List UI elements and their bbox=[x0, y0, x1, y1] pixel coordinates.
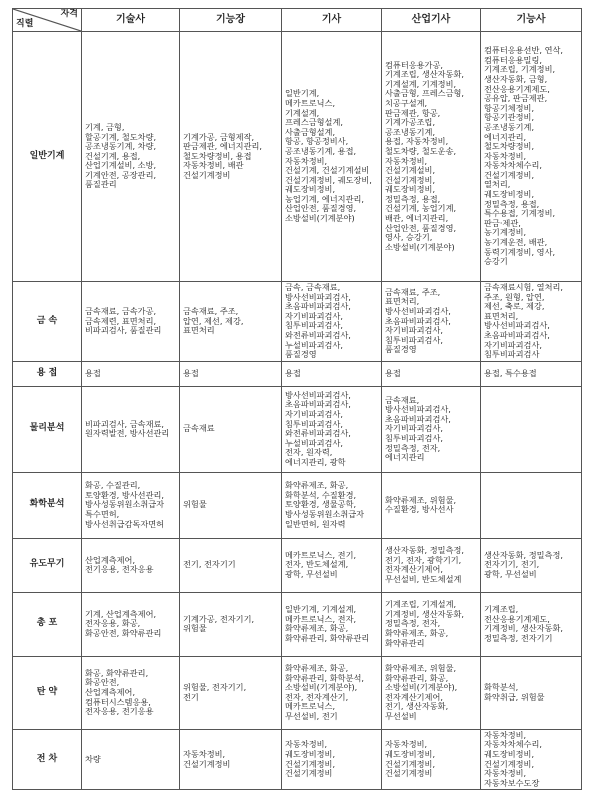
cell-line: 사출금형설계, bbox=[285, 126, 336, 137]
cell-line: 공조냉동기계, bbox=[385, 126, 436, 137]
cell-line: 화약류관리 bbox=[385, 637, 425, 648]
cell-line: 와전류비파괴검사, bbox=[285, 329, 351, 340]
cell-line: 열처리, bbox=[484, 179, 511, 190]
cell-line: 방사성동위원소취급자 bbox=[85, 499, 165, 510]
cell-line: 전기, 생산자동화, bbox=[385, 701, 449, 712]
table-row bbox=[13, 282, 582, 362]
cell-line: 침투비파괴검사, bbox=[285, 418, 343, 429]
cell-line: 기계조립, 기계설계, bbox=[385, 599, 457, 610]
cell-line: 사출금형, 프레스금형, bbox=[385, 88, 464, 99]
cell-line: 건설기계, 농업기계, bbox=[385, 203, 457, 214]
cell-line: 철도차량정비, bbox=[484, 141, 535, 152]
cell-line: 자동차차체수리, bbox=[484, 160, 542, 171]
table-row bbox=[13, 538, 582, 592]
table-cell bbox=[282, 729, 382, 790]
cell-line: 건설기계, 건설기계설비 bbox=[285, 165, 370, 176]
cell-line: 에너지관리, bbox=[484, 131, 527, 142]
cell-line: 초음파비파괴검사, bbox=[484, 329, 550, 340]
cell-line: 자동차정비, bbox=[285, 155, 328, 166]
cell-line: 생산자동화, 정밀측정, bbox=[484, 549, 563, 560]
cell-line: 수질환경, 방사선사 bbox=[385, 504, 454, 515]
cell-line: 건설기계설비, bbox=[385, 165, 436, 176]
table-cell bbox=[180, 282, 282, 362]
table-cell bbox=[180, 386, 282, 472]
column-header: 기능장 bbox=[180, 9, 282, 32]
cell-line: 품질경영 bbox=[285, 349, 317, 360]
cell-line: 방사선비파괴검사, bbox=[484, 320, 550, 331]
cell-line: 건설기계정비, bbox=[484, 169, 535, 180]
cell-line: 압연, 제선, 제강, bbox=[183, 315, 244, 326]
cell-line: 금속재료, 주조, bbox=[385, 286, 441, 297]
table-row bbox=[13, 472, 582, 538]
cell-line: 항공, 항공정비사, bbox=[285, 136, 349, 147]
table-cell bbox=[82, 656, 180, 729]
cell-line: 공조냉동기계, 차량, bbox=[85, 141, 157, 152]
cell-line: 기계조립, bbox=[484, 604, 519, 615]
cell-line: 자기비파괴검사, bbox=[285, 310, 343, 321]
cell-line: 일반기계, bbox=[285, 88, 320, 99]
cell-line: 소방설비(기계분야) bbox=[285, 213, 355, 224]
cell-line: 자동차정비, bbox=[385, 739, 428, 750]
cell-line: 기계정비, 생산자동화, bbox=[484, 623, 563, 634]
cell-line: 와전류비파괴검사, bbox=[285, 428, 351, 439]
table-cell bbox=[180, 729, 282, 790]
cell-line: 침투비파괴검사, bbox=[285, 320, 343, 331]
cell-line: 화학분석, 수질환경, bbox=[285, 489, 357, 500]
cell-line: 치공구설계, bbox=[385, 97, 428, 108]
cell-line: 자기비파괴검사, bbox=[484, 339, 542, 350]
cell-line: 화약류제조, 화공, bbox=[285, 662, 349, 673]
cell-line: 화공안전, bbox=[85, 677, 120, 688]
table-row bbox=[13, 386, 582, 472]
cell-line: 건설기계정비 bbox=[183, 758, 231, 769]
table-cell bbox=[481, 32, 582, 282]
cell-line: 건설기계정비 bbox=[285, 768, 333, 779]
table-cell bbox=[82, 282, 180, 362]
cell-line: 품질경영 bbox=[385, 344, 417, 355]
cell-line: 자기비파괴검사, bbox=[385, 423, 443, 434]
cell-line: 방사선비파괴검사, bbox=[385, 305, 451, 316]
cell-line: 표면처리 bbox=[183, 325, 215, 336]
cell-line: 소방설비(기계분야), bbox=[385, 682, 458, 693]
cell-line: 금속재료, bbox=[385, 394, 420, 405]
cell-line: 화공, 화약류관리, bbox=[85, 667, 149, 678]
table-cell bbox=[282, 592, 382, 656]
header-row bbox=[13, 9, 582, 32]
cell-line: 품질관리 bbox=[85, 179, 117, 190]
cell-line: 초음파비파괴검사, bbox=[385, 315, 451, 326]
cell-line: 자기비파괴검사, bbox=[385, 325, 443, 336]
table-cell bbox=[282, 538, 382, 592]
table-cell bbox=[82, 538, 180, 592]
cell-line: 자동차보수도장 bbox=[484, 777, 540, 788]
cell-line: 생산자동화, 금형, bbox=[484, 73, 548, 84]
cell-line: 토양환경, 생물공학, bbox=[285, 499, 357, 510]
cell-line: 정밀측정, 전자, bbox=[385, 442, 441, 453]
cell-line: 메카트로닉스, bbox=[285, 701, 336, 712]
cell-line: 건설기계정비 bbox=[385, 768, 433, 779]
cell-line: 화약류제조, 위험물, bbox=[385, 662, 457, 673]
table-cell bbox=[282, 282, 382, 362]
cell-line: 초음파비파괴검사, bbox=[285, 399, 351, 410]
table-cell bbox=[382, 32, 481, 282]
cell-line: 승강기 bbox=[484, 256, 508, 267]
cell-line: 건설기계정비, bbox=[385, 174, 436, 185]
cell-line: 화학분석, bbox=[484, 682, 519, 693]
corner-label-qualification: 자격 bbox=[60, 9, 78, 19]
cell-line: 특수면허, bbox=[85, 509, 120, 520]
table-cell bbox=[282, 361, 382, 386]
cell-line: 자동차정비, bbox=[183, 748, 226, 759]
cell-line: 용접 bbox=[385, 367, 401, 378]
table-row bbox=[13, 592, 582, 656]
cell-line: 무선설비 bbox=[385, 710, 417, 721]
table-cell bbox=[481, 656, 582, 729]
cell-line: 건설기계정비, bbox=[484, 758, 535, 769]
cell-line: 방사선취급감독자면허 bbox=[85, 518, 165, 529]
row-header: 전 차 bbox=[13, 729, 82, 790]
cell-line: 산업계측제어, bbox=[85, 554, 136, 565]
cell-line: 누설비파괴검사, bbox=[285, 437, 343, 448]
table-cell bbox=[481, 729, 582, 790]
cell-line: 위험물, 전자기기, bbox=[183, 682, 247, 693]
cell-line: 특수용접, 기계정비, bbox=[484, 208, 556, 219]
cell-line: 금속재료, 금속가공, bbox=[85, 305, 157, 316]
cell-line: 제선, 축로, 제강, bbox=[484, 301, 545, 312]
table-cell bbox=[180, 32, 282, 282]
cell-line: 궤도장비정비, bbox=[484, 189, 535, 200]
cell-line: 기계, 산업계측제어, bbox=[85, 608, 157, 619]
table-cell bbox=[382, 386, 481, 472]
cell-line: 자기비파괴검사, bbox=[285, 409, 343, 420]
cell-line: 철도차량정비, 용접 bbox=[183, 150, 252, 161]
cell-line: 정밀측정, 전자기기 bbox=[484, 632, 553, 643]
cell-line: 농업기계, 에너지관리, bbox=[285, 193, 364, 204]
cell-line: 전산응용기계제도, bbox=[484, 83, 550, 94]
cell-line: 프레스금형설계, bbox=[285, 117, 343, 128]
cell-line: 전자응용, 화공, bbox=[85, 618, 141, 629]
table-cell bbox=[82, 361, 180, 386]
cell-line: 금속재료, 주조, bbox=[183, 305, 239, 316]
cell-line: 초음파비파괴검사, bbox=[285, 301, 351, 312]
cell-line: 위험물 bbox=[183, 623, 207, 634]
cell-line: 금속재료시험, 열처리, bbox=[484, 282, 563, 292]
cell-line: 표면처리, bbox=[385, 296, 420, 307]
cell-line: 궤도장비정비, bbox=[385, 184, 436, 195]
table-cell bbox=[382, 538, 481, 592]
column-header: 산업기사 bbox=[382, 9, 481, 32]
cell-line: 궤도장비정비, bbox=[285, 184, 336, 195]
cell-line: 자동차정비, bbox=[484, 768, 527, 779]
cell-line: 누설비파괴검사, bbox=[285, 339, 343, 350]
row-header: 화학분석 bbox=[13, 472, 82, 538]
cell-line: 용접 bbox=[85, 367, 101, 378]
cell-line: 금속제련, 표면처리, bbox=[85, 315, 157, 326]
table-cell bbox=[282, 386, 382, 472]
table-cell bbox=[481, 361, 582, 386]
cell-line: 기계조립, 생산자동화, bbox=[385, 69, 464, 80]
cell-line: 기계설계, bbox=[285, 107, 320, 118]
cell-line: 전자기기, 전기, bbox=[484, 559, 540, 570]
cell-line: 주조, 원형, 압연, bbox=[484, 291, 545, 302]
cell-line: 위험물 bbox=[183, 499, 207, 510]
table-cell bbox=[180, 472, 282, 538]
table-cell bbox=[82, 729, 180, 790]
cell-line: 전자, 반도체설계, bbox=[285, 559, 349, 570]
cell-line: 자동차정비, bbox=[484, 729, 527, 740]
cell-line: 방사선비파괴검사, bbox=[285, 389, 351, 400]
cell-line: 자동차정비, bbox=[484, 150, 527, 161]
cell-line: 전자계산기제어, bbox=[385, 691, 443, 702]
table-row bbox=[13, 656, 582, 729]
table-cell bbox=[82, 386, 180, 472]
cell-line: 판금·제관, bbox=[484, 217, 521, 228]
cell-line: 광학, 무선설비 bbox=[285, 569, 338, 580]
cell-line: 궤도장비정비, bbox=[484, 748, 535, 759]
cell-line: 화약류관리, 화약류관리 bbox=[285, 632, 370, 643]
cell-line: 판금제관, 에너지관리, bbox=[183, 141, 262, 152]
row-header: 유도무기 bbox=[13, 538, 82, 592]
cell-line: 기계설계, 기계정비, bbox=[385, 78, 457, 89]
row-header: 금 속 bbox=[13, 282, 82, 362]
cell-line: 화공, 수질관리, bbox=[85, 480, 141, 491]
cell-line: 영사, 승강기, bbox=[385, 232, 433, 243]
cell-line: 자동차정비, bbox=[385, 155, 428, 166]
cell-line: 자동차차체수리, bbox=[484, 739, 542, 750]
table-cell bbox=[180, 592, 282, 656]
row-header: 물리분석 bbox=[13, 386, 82, 472]
cell-line: 판금제관, 항공, bbox=[385, 107, 441, 118]
row-header: 탄 약 bbox=[13, 656, 82, 729]
cell-line: 건설기계정비 bbox=[183, 169, 231, 180]
cell-line: 침투비파괴검사, bbox=[385, 334, 443, 345]
cell-line: 비파괴검사, 금속재료, bbox=[85, 418, 164, 429]
cell-line: 컴퓨터응용선반, 연삭, bbox=[484, 45, 563, 56]
cell-line: 메카트로닉스, 전자, bbox=[285, 613, 357, 624]
cell-line: 기계, 금형, bbox=[85, 121, 125, 132]
cell-line: 금속재료 bbox=[183, 423, 215, 434]
cell-line: 항공기관정비, bbox=[484, 112, 535, 123]
table-cell bbox=[282, 32, 382, 282]
cell-line: 메카트로닉스, 전기, bbox=[285, 549, 357, 560]
cell-line: 기계가공, 금형제작, bbox=[183, 131, 255, 142]
cell-line: 항공기체정비, bbox=[484, 102, 535, 113]
column-header: 기사 bbox=[282, 9, 382, 32]
table-row bbox=[13, 361, 582, 386]
cell-line: 무선설비, 전기 bbox=[285, 710, 338, 721]
table-cell bbox=[282, 472, 382, 538]
table-cell bbox=[382, 729, 481, 790]
cell-line: 전자응용, 전기응용 bbox=[85, 706, 154, 717]
cell-line: 광학, 무선설비 bbox=[484, 569, 537, 580]
table-cell bbox=[481, 386, 582, 472]
table-cell bbox=[481, 592, 582, 656]
cell-line: 용접 bbox=[183, 367, 199, 378]
table-cell bbox=[180, 538, 282, 592]
cell-line: 전산응용기계제도, bbox=[484, 613, 550, 624]
cell-line: 화약류관리, 화공, bbox=[385, 672, 449, 683]
cell-line: 침투비파괴검사 bbox=[484, 349, 540, 360]
cell-line: 기계정비, 생산자동화, bbox=[385, 608, 464, 619]
cell-line: 방사성동위원소취급자 bbox=[285, 509, 365, 520]
cell-line: 동력기계정비, 영사, bbox=[484, 246, 556, 257]
cell-line: 건설기계정비, bbox=[285, 758, 336, 769]
cell-line: 컴퓨터응용가공, bbox=[385, 59, 443, 70]
cell-line: 용접 bbox=[285, 367, 301, 378]
cell-line: 정밀측정, 용접, bbox=[484, 198, 540, 209]
cell-line: 일반면허, 원자력 bbox=[285, 518, 346, 529]
cell-line: 전자계산기제어, bbox=[385, 564, 443, 575]
table-cell bbox=[180, 656, 282, 729]
cell-line: 공조냉동기계, bbox=[484, 121, 535, 132]
table-body bbox=[13, 32, 582, 790]
cell-line: 방사선비파괴검사, bbox=[385, 404, 451, 415]
cell-line: 초음파비파괴검사, bbox=[385, 413, 451, 424]
cell-line: 에너지관리, 광학 bbox=[285, 457, 346, 468]
table-cell bbox=[282, 656, 382, 729]
cell-line: 일반기계, 기계설계, bbox=[285, 604, 357, 615]
cell-line: 기계조립, 기계정비, bbox=[484, 64, 556, 75]
cell-line: 기계가공조립, bbox=[385, 117, 436, 128]
cell-line: 방사선비파괴검사, bbox=[285, 291, 351, 302]
table-cell bbox=[82, 592, 180, 656]
qualification-table bbox=[12, 8, 582, 790]
cell-line: 산업계측제어, bbox=[85, 686, 136, 697]
cell-line: 정밀측정, 전자, bbox=[385, 618, 441, 629]
table-row bbox=[13, 729, 582, 790]
cell-line: 공조냉동기계, 용접, bbox=[285, 145, 357, 156]
table-cell bbox=[382, 592, 481, 656]
cell-line: 농기계정비, bbox=[484, 227, 527, 238]
cell-line: 화약류제조, 위험물, bbox=[385, 494, 457, 505]
cell-line: 침투비파괴검사, bbox=[385, 433, 443, 444]
corner-header bbox=[13, 9, 82, 32]
cell-line: 화약류제조, 화공, bbox=[285, 480, 349, 491]
table-cell bbox=[481, 472, 582, 538]
cell-line: 용접, 특수용접 bbox=[484, 367, 537, 378]
table-cell bbox=[382, 472, 481, 538]
table-cell bbox=[180, 361, 282, 386]
cell-line: 화약류제조, 화공, bbox=[285, 623, 349, 634]
table-cell bbox=[382, 282, 481, 362]
cell-line: 전자, 전자계산기, bbox=[285, 691, 349, 702]
cell-line: 전자, 원자력, bbox=[285, 447, 333, 458]
row-header: 총 포 bbox=[13, 592, 82, 656]
cell-line: 자동차정비, 배관 bbox=[183, 160, 244, 171]
cell-line: 화공안전, 화약류관리 bbox=[85, 628, 162, 639]
corner-label-series: 직렬 bbox=[16, 19, 34, 30]
cell-line: 전기, 전자, 광학기기, bbox=[385, 554, 462, 565]
table-cell bbox=[82, 32, 180, 282]
cell-line: 농기계운전, 배관, bbox=[484, 237, 548, 248]
cell-line: 산업안전, 품질경영, bbox=[385, 222, 457, 233]
cell-line: 화약류제조, 화공, bbox=[385, 628, 449, 639]
table-cell bbox=[382, 361, 481, 386]
cell-line: 표면처리, bbox=[484, 310, 519, 321]
cell-line: 원자력발전, 방사선관리 bbox=[85, 428, 170, 439]
cell-line: 건설기계정비, bbox=[385, 758, 436, 769]
cell-line: 산업안전, 품질경영, bbox=[285, 203, 357, 214]
cell-line: 자동차정비, bbox=[285, 739, 328, 750]
row-header: 용 접 bbox=[13, 361, 82, 386]
cell-line: 금속, 금속재료, bbox=[285, 282, 341, 292]
cell-line: 전기 bbox=[183, 691, 199, 702]
cell-line: 소방설비(기계분야), bbox=[285, 682, 358, 693]
cell-line: 궤도장비정비, bbox=[285, 748, 336, 759]
cell-line: 공유압, 판금제관, bbox=[484, 93, 548, 104]
table-cell bbox=[481, 538, 582, 592]
cell-line: 컴퓨터시스템응용, bbox=[85, 696, 151, 707]
cell-line: 생산자동화, 정밀측정, bbox=[385, 545, 464, 556]
cell-line: 할공기계, 철도차량, bbox=[85, 131, 157, 142]
table-cell bbox=[382, 656, 481, 729]
cell-line: 전기응용, 전자응용 bbox=[85, 564, 154, 575]
cell-line: 궤도장비정비, bbox=[385, 748, 436, 759]
column-header: 기술사 bbox=[82, 9, 180, 32]
table-row bbox=[13, 32, 582, 282]
table-cell bbox=[481, 282, 582, 362]
cell-line: 기계안전, 공장관리, bbox=[85, 169, 157, 180]
cell-line: 전기, 전자기기 bbox=[183, 559, 236, 570]
cell-line: 건설기계정비, 궤도장비, bbox=[285, 174, 372, 185]
cell-line: 건설기계, 용접, bbox=[85, 150, 141, 161]
cell-line: 에너지관리 bbox=[385, 452, 425, 463]
cell-line: 용접, 자동차정비, bbox=[385, 136, 449, 147]
cell-line: 비파괴검사, 품질관리 bbox=[85, 325, 162, 336]
cell-line: 무선설비, 반도체설계 bbox=[385, 573, 462, 584]
cell-line: 기계가공, 전자기기, bbox=[183, 613, 255, 624]
cell-line: 산업기계설비, 소방, bbox=[85, 160, 157, 171]
cell-line: 정밀측정, 용접, bbox=[385, 193, 441, 204]
cell-line: 화약취급, 위험물 bbox=[484, 691, 545, 702]
cell-line: 차량 bbox=[85, 753, 101, 764]
table-cell bbox=[82, 472, 180, 538]
cell-line: 배관, 에너지관리, bbox=[385, 213, 449, 224]
cell-line: 토양환경, 방사선관리, bbox=[85, 489, 164, 500]
column-header: 기능사 bbox=[481, 9, 582, 32]
row-header: 일반기계 bbox=[13, 32, 82, 282]
cell-line: 메카트로닉스, bbox=[285, 97, 336, 108]
cell-line: 화약류관리, 화학분석, bbox=[285, 672, 364, 683]
cell-line: 철도차량, 철도운송, bbox=[385, 145, 457, 156]
cell-line: 소방설비(기계분야) bbox=[385, 241, 455, 252]
cell-line: 컴퓨터응용밀링, bbox=[484, 54, 542, 65]
